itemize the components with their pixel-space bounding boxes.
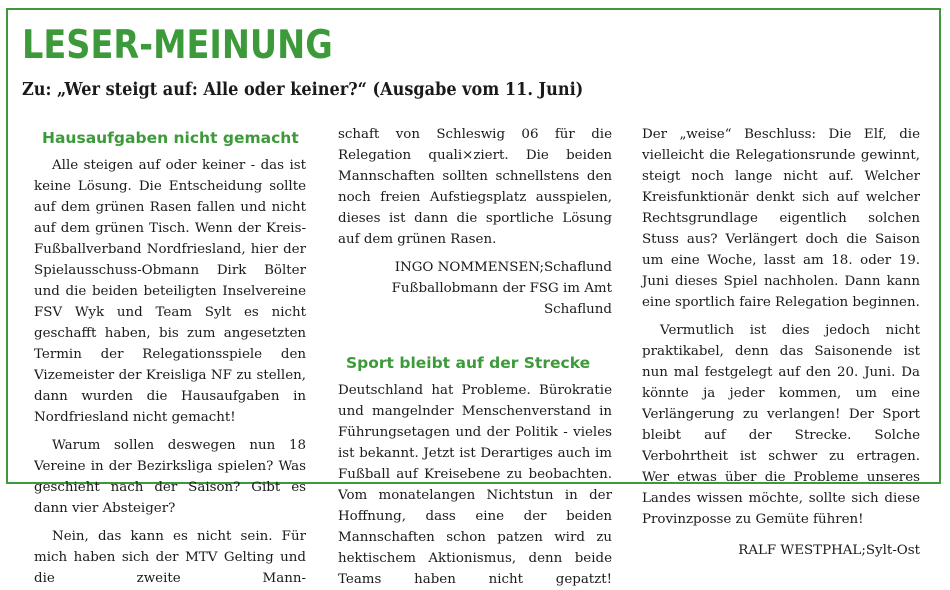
letter1-paragraph-3-start: Nein, das kann es nicht sein. Für mich haben sich der MTV Gelting und die zweite Mann- (34, 529, 306, 586)
column-3 (642, 124, 920, 558)
letter2-paragraph-1-start: Deutschland hat Probleme. Bürokratie und mangelnder Menschenverstand in Führungsetagen und der Politik - vieles ist bekannt. Jetzt ist Derartiges auch im Fußball auf Kreisebene zu beobachten. Vom monatelangen Nichtstun in der Hoffnung, dass eine der beiden Mannschaften schon patzen wird zu hektischem Aktionismus, denn beide Teams haben nicht gepatzt! (338, 383, 612, 587)
letter1-signature-name: INGO NOMMENSEN;Schaflund (394, 260, 612, 275)
letter1-paragraph-2: Warum sollen deswegen nun 18 Vereine in der Bezirksliga spielen? Was geschieht nach der Saison? Gibt es dann vier Absteiger? (34, 438, 306, 516)
page-title: LESER-MEINUNG (22, 23, 333, 68)
letter2-paragraph-1-end: Der „weise“ Beschluss: Die Elf, die vielleicht die Relegationsrunde gewinnt, steigt noch lange nicht auf. Welcher Kreisfunktionär denkt sich auf welcher Rechtsgrundlage eigentlich solchen Stuss aus? Verlängert doch die Saison um eine Woche, lasst am 18. oder 19. Juni dieses Spiel nachholen. Dann kann eine sportlich faire Relegation beginnen. (642, 127, 920, 310)
letter2-paragraph-2: Vermutlich ist dies jedoch nicht praktikabel, denn das Saisonende ist nun mal festgelegt auf den 20. Juni. Da könnte ja jeder kommen, um eine Verlängerung zu verlangen! Der Sport bleibt auf der Strecke. Solche Verbohrtheit ist schwer zu ertragen. Wer etwas über die Probleme unseres Landes wissen möchte, sollte sich diese Provinzposse zu Gemüte führen! (642, 323, 920, 527)
letter1-paragraph-3-end: schaft von Schleswig 06 für die Relegation quali×ziert. Die beiden Mannschaften sollten schnellstens den noch freien Aufstiegsplatz ausspielen, dieses ist dann die sportliche Lösung auf dem grünen Rasen. (338, 127, 612, 247)
column-2 (338, 124, 612, 587)
letter2-title: Sport bleibt auf der Strecke (346, 354, 591, 372)
letter1-paragraph-1: Alle steigen auf oder keiner - das ist keine Lösung. Die Entscheidung sollte auf dem grünen Rasen fallen und nicht auf dem grünen Tisch. Wenn der Kreis-Fußballverband Nordfriesland, hier der Spielausschuss-Obmann Dirk Bölter und die beiden beteiligten Inselvereine FSV Wyk und Team Sylt es nicht geschafft haben, bis zum angesetzten Termin der Relegationsspiele den Vizemeister der Kreisliga NF zu stellen, dann wurden die Hausaufgaben in Nordfriesland nicht gemacht! (34, 158, 306, 425)
letter1-title: Hausaufgaben nicht gemacht (42, 129, 299, 147)
letter1-signature-role: Fußballobmann der FSG im Amt Schaflund (391, 281, 612, 317)
article-subtitle: Zu: „Wer steigt auf: Alle oder keiner?“ (Ausgabe vom 11. Juni) (22, 80, 584, 100)
letter2-signature: RALF WESTPHAL;Sylt-Ost (738, 543, 920, 558)
column-1 (34, 124, 306, 586)
